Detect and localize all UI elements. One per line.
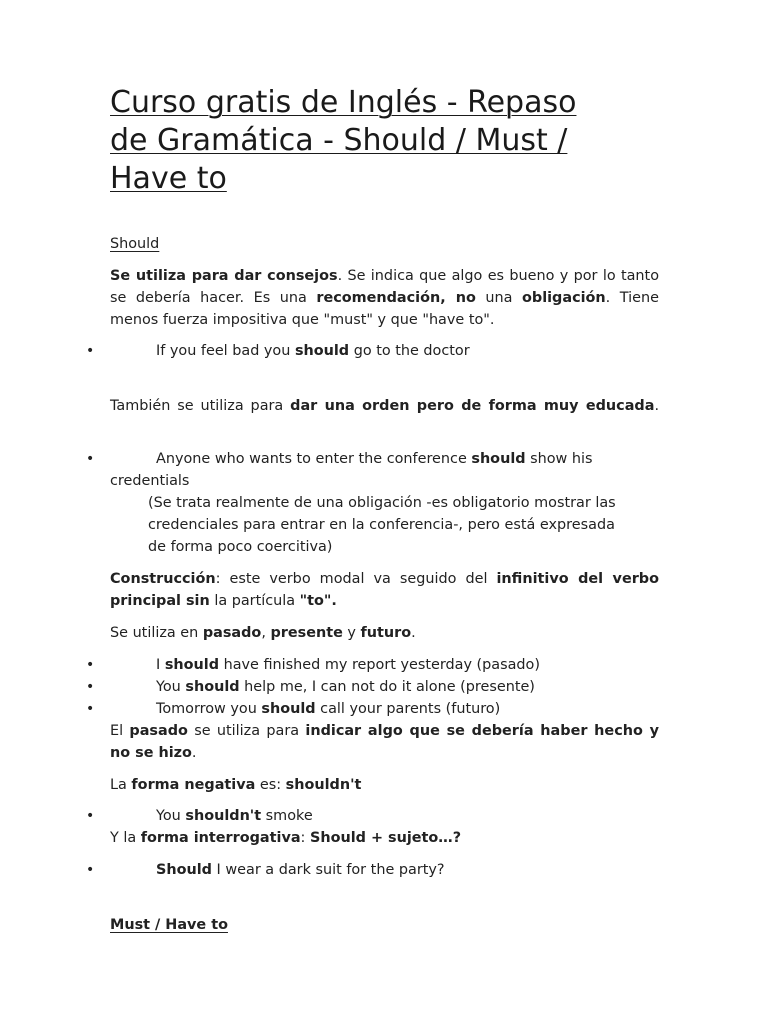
example-future: Tomorrow you should call your parents (futuro) xyxy=(156,701,501,717)
bullet-icon: • xyxy=(86,701,95,717)
bullet-icon: • xyxy=(86,657,95,673)
construction-paragraph: Construcción: este verbo modal va seguido del infinitivo del verbo principal sin la partícula "to". xyxy=(110,571,659,609)
example-interrogative: Should I wear a dark suit for the party? xyxy=(156,862,445,878)
section-heading-must-have-to: Must / Have to xyxy=(110,917,228,933)
title-line: Curso gratis de Inglés - Repaso xyxy=(110,85,577,120)
example-should-order-continuation: credentials xyxy=(110,473,190,489)
bullet-icon: • xyxy=(86,679,95,695)
should-intro-paragraph: Se utiliza para dar consejos. Se indica que algo es bueno y por lo tanto se debería hacer. Es una recomendación, no una obligación. Tiene menos fuerza impositiva que "must" y que "have to". xyxy=(110,268,659,328)
past-usage-paragraph: El pasado se utiliza para indicar algo que se debería haber hecho y no se hizo. xyxy=(110,723,659,761)
example-past: I should have finished my report yesterday (pasado) xyxy=(156,657,540,673)
example-should-advice: If you feel bad you should go to the doctor xyxy=(156,343,470,359)
document-title xyxy=(110,84,670,198)
bullet-icon: • xyxy=(86,862,95,878)
example-should-order: Anyone who wants to enter the conference should show his xyxy=(156,451,593,467)
negative-form-paragraph: La forma negativa es: shouldn't xyxy=(110,777,362,793)
title-line: Have to xyxy=(110,161,227,196)
title-line: de Gramática - Should / Must / xyxy=(110,123,568,158)
also-polite-order-paragraph: También se utiliza para dar una orden pero de forma muy educada. xyxy=(110,398,660,414)
bullet-icon: • xyxy=(86,343,95,359)
section-heading-should: Should xyxy=(110,236,160,252)
bullet-icon: • xyxy=(86,451,95,467)
obligation-note: (Se trata realmente de una obligación -es obligatorio mostrar las credenciales para entrar en la conferencia-, pero está expresada de forma poco coercitiva) xyxy=(148,495,616,555)
tenses-paragraph: Se utiliza en pasado, presente y futuro. xyxy=(110,625,416,641)
interrogative-form-paragraph: Y la forma interrogativa: Should + sujeto…? xyxy=(110,830,462,846)
example-negative: You shouldn't smoke xyxy=(156,808,313,824)
bullet-icon: • xyxy=(86,808,95,824)
example-present: You should help me, I can not do it alone (presente) xyxy=(156,679,535,695)
